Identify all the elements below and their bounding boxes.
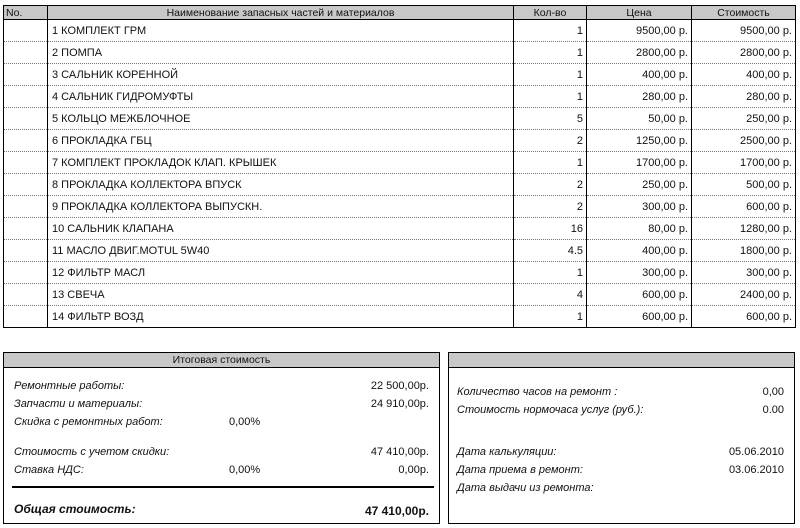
row-cost-cell: 2500,00 р. <box>692 130 796 152</box>
row-price-cell: 600,00 р. <box>587 284 692 306</box>
row-no-cell <box>4 130 48 152</box>
table-row <box>4 86 796 108</box>
discount-percent: 0,00% <box>229 416 261 428</box>
table-header-row <box>4 6 796 20</box>
table-row <box>4 42 796 64</box>
row-qty-cell: 1 <box>514 64 587 86</box>
table-row <box>4 108 796 130</box>
summary-title: Итоговая стоимость <box>4 353 439 368</box>
row-price-cell: 80,00 р. <box>587 218 692 240</box>
issued-date-label: Дата выдачи из ремонта: <box>457 482 594 494</box>
row-no-cell <box>4 42 48 64</box>
table-row <box>4 218 796 240</box>
row-no-cell <box>4 86 48 108</box>
row-price-cell: 600,00 р. <box>587 306 692 328</box>
repair-info-header <box>449 353 794 368</box>
parts-label: Запчасти и материалы: <box>14 398 143 410</box>
row-qty-cell: 2 <box>514 196 587 218</box>
row-price-cell: 50,00 р. <box>587 108 692 130</box>
vat-label: Ставка НДС: <box>14 464 84 476</box>
row-qty-cell: 1 <box>514 262 587 284</box>
row-price-cell: 1250,00 р. <box>587 130 692 152</box>
row-no-cell <box>4 20 48 42</box>
row-name-cell: 3 САЛЬНИК КОРЕННОЙ <box>48 64 514 86</box>
received-date-value: 03.06.2010 <box>728 464 784 476</box>
received-date-label: Дата приема в ремонт: <box>457 464 583 476</box>
hours-value: 0,00 <box>762 386 784 398</box>
table-row <box>4 306 796 328</box>
row-qty-cell: 5 <box>514 108 587 130</box>
row-price-cell: 250,00 р. <box>587 174 692 196</box>
calc-date-value: 05.06.2010 <box>728 446 784 458</box>
row-no-cell <box>4 152 48 174</box>
total-divider <box>12 486 434 488</box>
table-row <box>4 240 796 262</box>
row-price-cell: 2800,00 р. <box>587 42 692 64</box>
discounted-value: 47 410,00р. <box>370 446 429 458</box>
repair-info-panel <box>448 352 795 524</box>
row-name-cell: 8 ПРОКЛАДКА КОЛЛЕКТОРА ВПУСК <box>48 174 514 196</box>
vat-value: 0,00р. <box>398 464 429 476</box>
row-qty-cell: 1 <box>514 20 587 42</box>
row-qty-cell: 2 <box>514 130 587 152</box>
row-name-cell: 4 САЛЬНИК ГИДРОМУФТЫ <box>48 86 514 108</box>
parts-table <box>3 5 796 328</box>
row-no-cell <box>4 306 48 328</box>
row-no-cell <box>4 196 48 218</box>
row-name-cell: 11 МАСЛО ДВИГ.MOTUL 5W40 <box>48 240 514 262</box>
row-name-cell: 6 ПРОКЛАДКА ГБЦ <box>48 130 514 152</box>
row-qty-cell: 1 <box>514 86 587 108</box>
row-cost-cell: 250,00 р. <box>692 108 796 130</box>
row-name-cell: 2 ПОМПА <box>48 42 514 64</box>
summary-panel <box>3 352 440 524</box>
row-name-cell: 14 ФИЛЬТР ВОЗД <box>48 306 514 328</box>
row-qty-cell: 2 <box>514 174 587 196</box>
row-price-cell: 300,00 р. <box>587 196 692 218</box>
table-row <box>4 130 796 152</box>
parts-value: 24 910,00р. <box>370 398 429 410</box>
row-cost-cell: 500,00 р. <box>692 174 796 196</box>
row-qty-cell: 1 <box>514 306 587 328</box>
header-no: No. <box>4 6 48 20</box>
header-price: Цена <box>587 6 692 20</box>
row-cost-cell: 2400,00 р. <box>692 284 796 306</box>
row-name-cell: 9 ПРОКЛАДКА КОЛЛЕКТОРА ВЫПУСКН. <box>48 196 514 218</box>
row-cost-cell: 1280,00 р. <box>692 218 796 240</box>
table-row <box>4 196 796 218</box>
row-no-cell <box>4 64 48 86</box>
total-value: 47 410,00р. <box>364 504 429 518</box>
row-no-cell <box>4 240 48 262</box>
row-name-cell: 13 СВЕЧА <box>48 284 514 306</box>
table-row <box>4 64 796 86</box>
row-qty-cell: 4 <box>514 284 587 306</box>
row-cost-cell: 1800,00 р. <box>692 240 796 262</box>
row-cost-cell: 1700,00 р. <box>692 152 796 174</box>
row-no-cell <box>4 108 48 130</box>
row-name-cell: 5 КОЛЬЦО МЕЖБЛОЧНОЕ <box>48 108 514 130</box>
total-label: Общая стоимость: <box>14 502 136 516</box>
row-no-cell <box>4 174 48 196</box>
header-cost: Стоимость <box>692 6 796 20</box>
labor-value: 22 500,00р. <box>370 380 429 392</box>
header-qty: Кол-во <box>514 6 587 20</box>
discounted-label: Стоимость с учетом скидки: <box>14 446 170 458</box>
row-no-cell <box>4 262 48 284</box>
row-cost-cell: 9500,00 р. <box>692 20 796 42</box>
hours-label: Количество часов на ремонт : <box>457 386 618 398</box>
row-qty-cell: 1 <box>514 152 587 174</box>
row-price-cell: 280,00 р. <box>587 86 692 108</box>
row-qty-cell: 4.5 <box>514 240 587 262</box>
table-row <box>4 284 796 306</box>
row-no-cell <box>4 284 48 306</box>
row-cost-cell: 600,00 р. <box>692 196 796 218</box>
discount-label: Скидка с ремонтных работ: <box>14 416 163 428</box>
table-row <box>4 152 796 174</box>
row-name-cell: 10 САЛЬНИК КЛАПАНА <box>48 218 514 240</box>
vat-percent: 0,00% <box>229 464 261 476</box>
row-qty-cell: 1 <box>514 42 587 64</box>
row-qty-cell: 16 <box>514 218 587 240</box>
row-price-cell: 1700,00 р. <box>587 152 692 174</box>
labor-label: Ремонтные работы: <box>14 380 125 392</box>
row-price-cell: 9500,00 р. <box>587 20 692 42</box>
row-no-cell <box>4 218 48 240</box>
header-name: Наименование запасных частей и материалов <box>48 6 514 20</box>
table-row <box>4 174 796 196</box>
row-cost-cell: 400,00 р. <box>692 64 796 86</box>
row-name-cell: 7 КОМПЛЕКТ ПРОКЛАДОК КЛАП. КРЫШЕК <box>48 152 514 174</box>
row-name-cell: 1 КОМПЛЕКТ ГРМ <box>48 20 514 42</box>
row-cost-cell: 280,00 р. <box>692 86 796 108</box>
row-price-cell: 300,00 р. <box>587 262 692 284</box>
row-cost-cell: 300,00 р. <box>692 262 796 284</box>
table-row <box>4 20 796 42</box>
rate-label: Стоимость нормочаса услуг (руб.): <box>457 404 644 416</box>
rate-value: 0.00 <box>762 404 784 416</box>
table-row <box>4 262 796 284</box>
row-price-cell: 400,00 р. <box>587 64 692 86</box>
row-name-cell: 12 ФИЛЬТР МАСЛ <box>48 262 514 284</box>
row-price-cell: 400,00 р. <box>587 240 692 262</box>
row-cost-cell: 2800,00 р. <box>692 42 796 64</box>
row-cost-cell: 600,00 р. <box>692 306 796 328</box>
calc-date-label: Дата калькуляции: <box>457 446 557 458</box>
